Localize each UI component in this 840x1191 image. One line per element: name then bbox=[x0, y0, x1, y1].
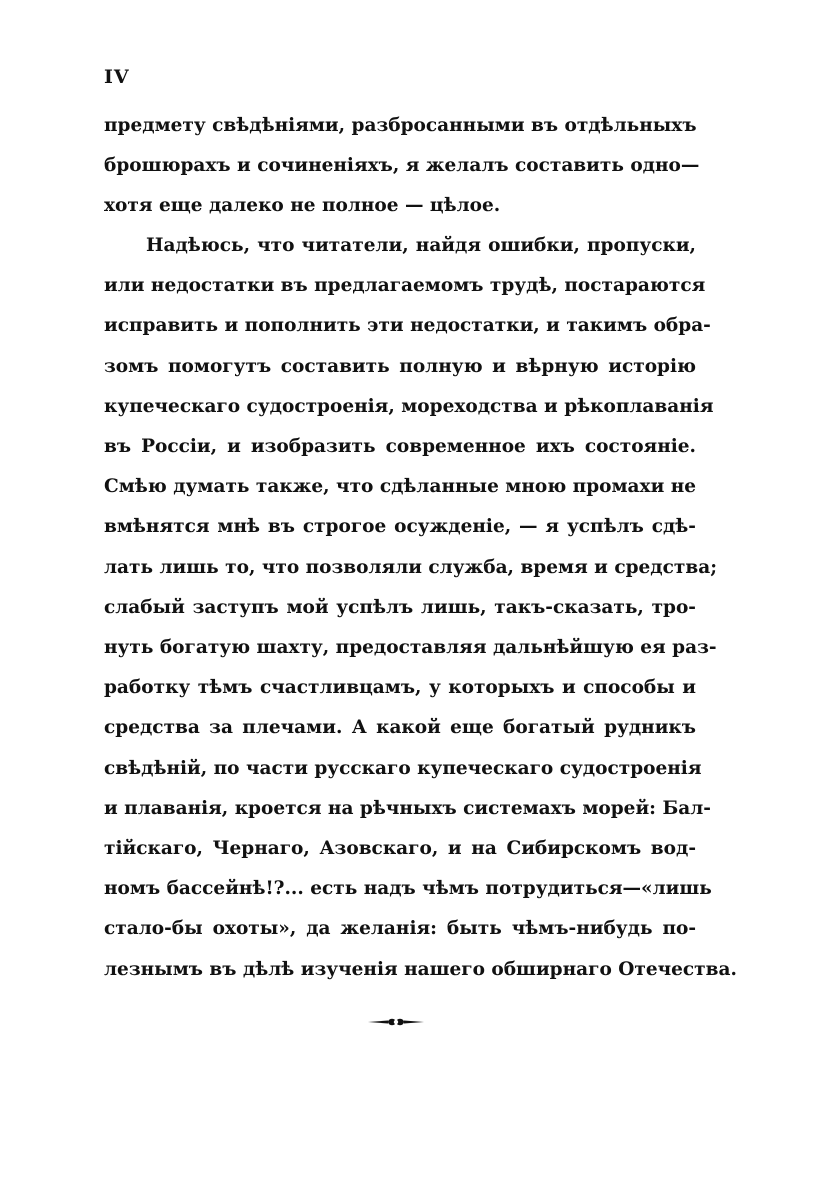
text-line: въ Россіи, и изобразить современное ихъ состояніе. bbox=[104, 436, 696, 458]
paragraph-2 bbox=[104, 226, 737, 990]
text-line: Смѣю думать также, что сдѣланные мною промахи не bbox=[104, 476, 697, 498]
text-line: хотя еще далеко не полное — цѣлое. bbox=[104, 195, 501, 217]
page-number: IV bbox=[104, 66, 130, 88]
ornament-divider-icon bbox=[366, 1012, 426, 1032]
text-line: исправить и пополнить эти недостатки, и такимъ обра- bbox=[104, 315, 711, 337]
text-line: брошюрахъ и сочиненіяхъ, я желалъ составить одно— bbox=[104, 155, 700, 177]
text-line: вмѣнятся мнѣ въ строгое осужденіе, — я успѣлъ сдѣ- bbox=[104, 516, 696, 538]
text-line: свѣдѣній, по части русскаго купеческаго судостроенія bbox=[104, 757, 702, 779]
text-line: номъ бассейнѣ!?... есть надъ чѣмъ потрудиться—«лишь bbox=[104, 878, 712, 900]
text-line: и плаванія, кроется на рѣчныхъ системахъ морей: Бал- bbox=[104, 797, 711, 819]
text-line: или недостатки въ предлагаемомъ трудѣ, постараются bbox=[104, 275, 706, 297]
text-line: зомъ помогутъ составить полную и вѣрную исторію bbox=[104, 355, 696, 377]
text-line: купеческаго судостроенія, мореходства и рѣкоплаванія bbox=[104, 395, 714, 417]
text-line: тійскаго, Чернаго, Азовскаго, и на Сибирскомъ вод- bbox=[104, 838, 696, 860]
text-line: Надѣюсь, что читатели, найдя ошибки, пропуски, bbox=[146, 235, 696, 256]
text-line: работку тѣмъ счастливцамъ, у которыхъ и способы и bbox=[104, 677, 696, 699]
paragraph-1 bbox=[104, 106, 700, 227]
text-line: стало-бы охоты», да желанія: быть чѣмъ-нибудь по- bbox=[104, 918, 696, 940]
text-line: лать лишь то, что позволяли служба, время и средства; bbox=[104, 556, 718, 578]
text-line: лезнымъ въ дѣлѣ изученія нашего обширнаго Отечества. bbox=[104, 958, 737, 980]
text-line: предмету свѣдѣніями, разбросанными въ отдѣльныхъ bbox=[104, 115, 697, 136]
text-line: средства за плечами. А какой еще богатый рудникъ bbox=[104, 717, 696, 739]
text-line: слабый заступъ мой успѣлъ лишь, такъ-сказать, тро- bbox=[104, 596, 696, 618]
text-line: нуть богатую шахту, предоставляя дальнѣйшую ея раз- bbox=[104, 637, 717, 659]
